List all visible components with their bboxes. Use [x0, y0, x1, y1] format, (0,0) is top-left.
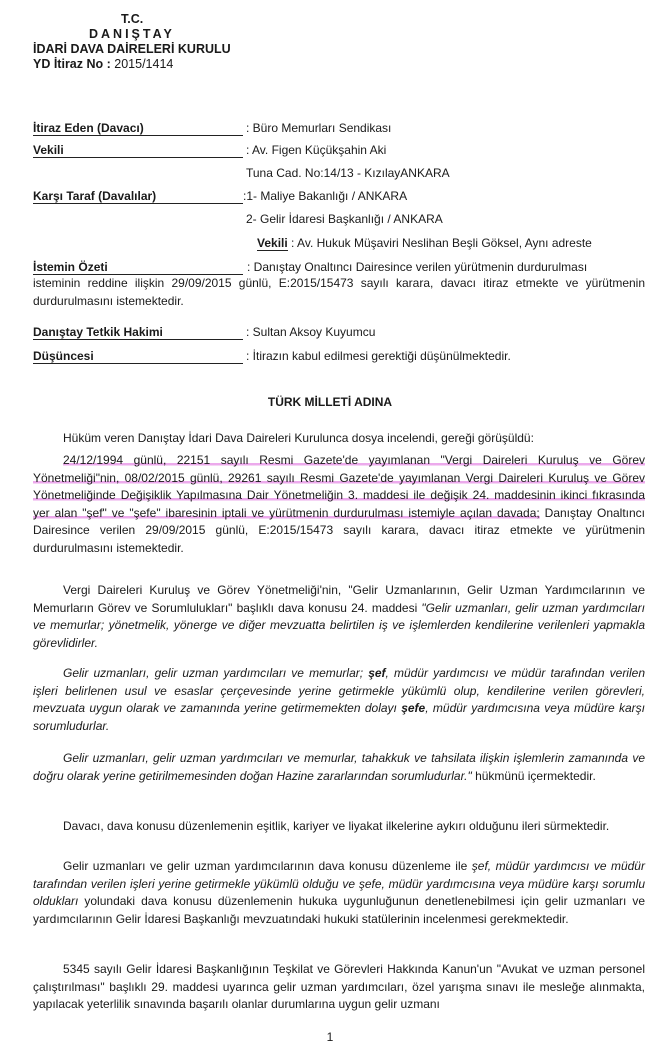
defendant-2: 2- Gelir İdaresi Başkanlığı / ANKARA [246, 212, 443, 226]
attorney-address: Tuna Cad. No:14/13 - KızılayANKARA [246, 166, 450, 180]
paragraph-1: Hüküm veren Danıştay İdari Dava Daireleri Kurulunca dosya incelendi, gereği görüşüldü: [63, 431, 534, 445]
page-number: 1 [326, 1030, 334, 1044]
paragraph-4-sefe: şefe [401, 701, 426, 715]
paragraph-4-sef: şef [368, 666, 386, 680]
summary-label-a: İstemin [33, 260, 76, 274]
defendant-attorney-label: Vekili [257, 236, 288, 250]
attorney-value: : Av. Figen Küçükşahin Aki [246, 143, 387, 157]
paragraph-4-b: , müdür yardımcısı ve müdür tarafından verilen işleri belirlenen usul ve esaslar çerçevesinde yerine getirmekle yükümlü olup, kendilerine verilen görevleri, mevzuata uygun olarak ve zamanında yerine getirmemekten dolayı [33, 666, 645, 715]
case-number-line [33, 57, 231, 72]
paragraph-7-quote-2: şefe, müdür yardımcısına veya müdüre karşı sorumlu oldukları [33, 876, 646, 908]
defendant-label: Karşı Taraf (Davalılar) [33, 189, 243, 204]
paragraph-8: 5345 sayılı Gelir İdaresi Başkanlığının Teşkilat ve Görevleri Hakkında Kanun'un "Avukat ve uzman personel çalıştırılması" başlıklı 29. maddesi uyarınca gelir uzman yardımcıları, özel yarışma sınavı ile mesleğe alınmakta, yapılacak yeterlilik sınavında başarılı olanlar durumlarına uygun gelir uzmanı [33, 962, 645, 1011]
paragraph-2 [33, 452, 645, 557]
paragraph-4-a: Gelir uzmanları, gelir uzman yardımcıları ve memurlar; [63, 666, 369, 680]
summary-label-b: Özeti [78, 260, 108, 274]
paragraph-7-a: Gelir uzmanları ve gelir uzman yardımcılarının dava konusu düzenleme ile [63, 859, 472, 873]
paragraph-3-start: Vergi Daireleri Kuruluş ve Görev Yönetmeliği'nin, "Gelir Uzmanlarının, Gelir Uzman Yardımcılarının ve Memurların Görev ve Sorumlulukları" başlıklı dava konusu 24. maddesi [33, 583, 645, 615]
paragraph-2-rest: Danıştay Onaltıncı Dairesince verilen 29/09/2015 günlü, E:2015/15473 sayılı karara, davacı itiraz etmekte ve yürütmenin durdurulmasını istemektedir. [33, 505, 646, 555]
paragraph-7-quote-1: şef, müdür yardımcısı ve müdür tarafından verilen işleri yerine getirmekle yükümlü olduğu ve [33, 859, 645, 891]
defendant-attorney-value: : Av. Hukuk Müşaviri Neslihan Beşli Göksel, Aynı adreste [291, 236, 592, 250]
paragraph-3 [33, 582, 645, 652]
defendant-attorney-row [257, 236, 592, 250]
paragraph-4-c: , müdür yardımcısına veya müdüre karşı sorumludurlar. [33, 701, 645, 733]
paragraph-6: Davacı, dava konusu düzenlemenin eşitlik, kariyer ve liyakat ilkelerine aykırı olduğunu ileri sürmektedir. [63, 819, 610, 833]
objector-label: İtiraz Eden (Davacı) [33, 121, 243, 136]
country-label: T.C. [121, 12, 144, 26]
summary-first-line: : Danıştay Onaltıncı Dairesince verilen yürütmenin durdurulması [247, 260, 588, 274]
paragraph-5-rest: hükmünü içermektedir. [475, 768, 596, 783]
defendant-1: :1- Maliye Bakanlığı / ANKARA [243, 189, 408, 203]
court-name: DANIŞTAY [89, 27, 175, 41]
paragraph-5-quote: Gelir uzmanları, gelir uzman yardımcıları ve memurlar, tahakkuk ve tahsilata ilişkin işlemlerin zamanında ve doğru olarak yerine getirilmemesinden doğan Hazine zararlarından sorumludurlar." [33, 751, 645, 783]
highlighted-text: 24/12/1994 günlü, 22151 sayılı Resmi Gazete'de yayımlanan "Vergi Daireleri Kuruluş ve Görev Yönetmeliği"nin, 08/02/2015 günlü, 29261 sayılı Resmi Gazete'de yayımlanan Vergi Daireleri Kuruluş ve Görev Yönetmeliğinde Değişiklik Yapılmasına Dair Yönetmeliğin 3. maddesi ile değişik 24. maddesinin ikinci fıkrasında yer alan "şef" ve "şefe" ibaresinin iptali ve yürütmenin durdurulması istemiyle açılan davada; [33, 453, 645, 520]
opinion-label: Düşüncesi [33, 349, 243, 364]
case-number: 2015/1414 [114, 57, 174, 71]
decision-title: TÜRK MİLLETİ ADINA [267, 395, 393, 409]
judge-name: : Sultan Aksoy Kuyumcu [246, 325, 376, 339]
board-name: İDARİ DAVA DAİRELERİ KURULU [33, 42, 231, 56]
judge-label: Danıştay Tetkik Hakimi [33, 325, 243, 340]
court-header [33, 12, 231, 72]
paragraph-7 [33, 858, 645, 928]
attorney-label: Vekili [33, 143, 243, 158]
paragraph-4 [33, 665, 645, 735]
objector-value: : Büro Memurları Sendikası [246, 121, 392, 135]
summary-label [33, 260, 243, 275]
opinion-text: : İtirazın kabul edilmesi gerektiği düşünülmektedir. [246, 349, 511, 363]
paragraph-5 [33, 750, 645, 785]
summary-rest: isteminin reddine ilişkin 29/09/2015 günlü, E:2015/15473 sayılı karara, davacı itiraz etmekte ve yürütmenin durdurulmasını istemektedir. [33, 276, 645, 308]
case-number-label: YD İtiraz No : [33, 57, 111, 71]
paragraph-7-b: yolundaki dava konusu düzenlemenin hukuka uygunluğunun denetlenebilmesi için gelir uzmanları ve yardımcılarının Gelir İdaresi Başkanlığı mevzuatındaki hukuki statülerinin incelenmesi gerekmektedir. [33, 894, 645, 926]
paragraph-3-quote: "Gelir uzmanları, gelir uzman yardımcıları ve memurlar; yönetmelik, yönerge ve diğer mevzuatta belirtilen iş ve işlemlerden kendilerine verilenleri yapmakla görevlidirler. [33, 600, 646, 650]
